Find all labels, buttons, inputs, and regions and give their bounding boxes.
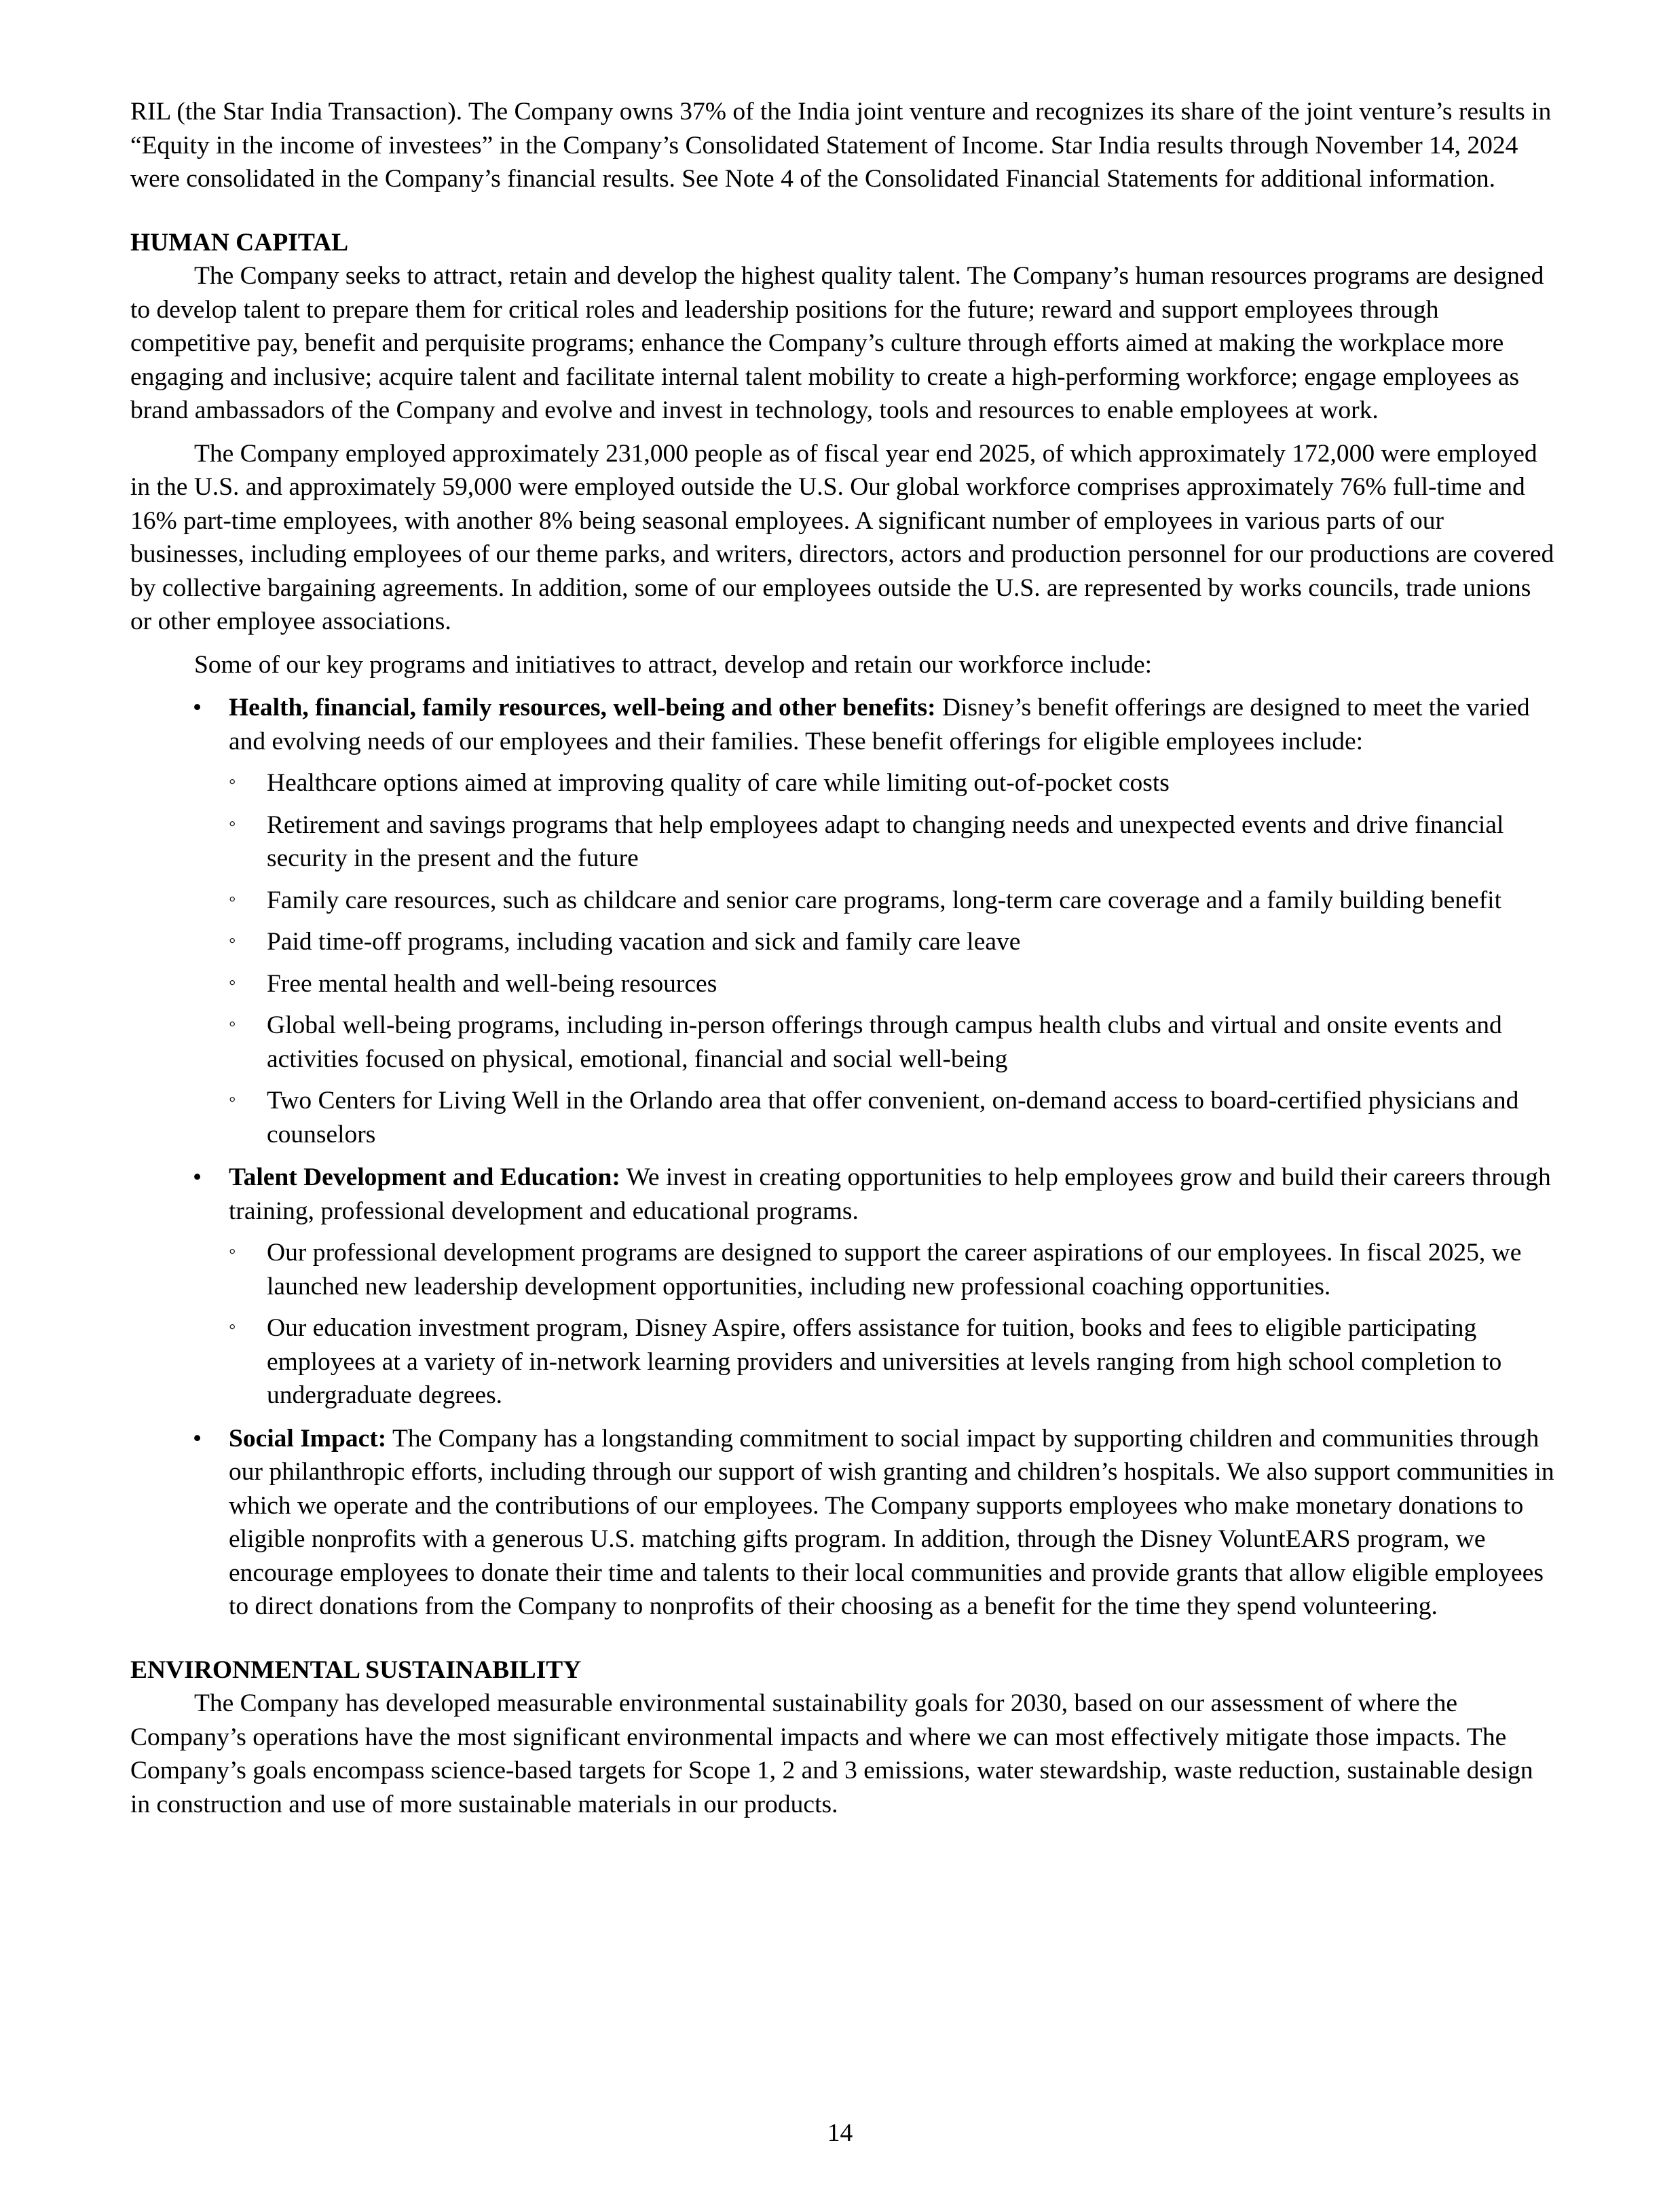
sub-list <box>229 766 1556 1151</box>
human-capital-paragraph-3: Some of our key programs and initiatives to attract, develop and retain our workforce include: <box>194 650 1153 679</box>
sub-list-item-text: Paid time-off programs, including vacation and sick and family care leave <box>267 928 1021 956</box>
list-item-text: Disney’s benefit offerings are designed to meet the varied and evolving needs of our employees and their families. These benefit offerings for eligible employees include: <box>229 694 1530 755</box>
bullet-icon: • <box>193 694 202 722</box>
circle-bullet-icon: ◦ <box>229 887 236 910</box>
sub-list <box>229 1236 1556 1412</box>
programs-list <box>130 691 1556 1624</box>
circle-bullet-icon: ◦ <box>229 1013 236 1035</box>
list-item-text: We invest in creating opportunities to help employees grow and build their careers through training, professional development and educational programs. <box>229 1163 1551 1225</box>
page-number: 14 <box>827 2119 853 2147</box>
sub-list-item <box>229 1009 1556 1076</box>
circle-bullet-icon: ◦ <box>229 1088 236 1110</box>
list-item-benefits <box>130 691 1556 1151</box>
human-capital-paragraph-1: The Company seeks to attract, retain and develop the highest quality talent. The Company’s human resources programs are designed to develop talent to prepare them for critical roles and leadership positions for the future; reward and support employees through competitive pay, benefit and perquisite programs; enhance the Company’s culture through efforts aimed at making the workplace more engaging and inclusive; acquire talent and facilitate internal talent mobility to create a high-performing workforce; engage employees as brand ambassadors of the Company and evolve and invest in technology, tools and resources to enable employees at work. <box>130 262 1544 424</box>
human-capital-paragraph-2: The Company employed approximately 231,000 people as of fiscal year end 2025, of which approximately 172,000 were employed in the U.S. and approximately 59,000 were employed outside the U.S. Our global workforce comprises approximately 76% full-time and 16% part-time employees, with another 8% being seasonal employees. A significant number of employees in various parts of our businesses, including employees of our theme parks, and writers, directors, actors and production personnel for our productions are covered by collective bargaining agreements. In addition, some of our employees outside the U.S. are represented by works councils, trade unions or other employee associations. <box>130 439 1554 635</box>
intro-paragraph: RIL (the Star India Transaction). The Company owns 37% of the India joint venture and recognizes its share of the joint venture’s results in “Equity in the income of investees” in the Company’s Consolidated Statement of Income. Star India results through November 14, 2024 were consolidated in the Company’s financial results. See Note 4 of the Consolidated Financial Statements for additional information. <box>130 98 1552 193</box>
circle-bullet-icon: ◦ <box>229 1315 236 1338</box>
sub-list-item-text: Global well-being programs, including in-person offerings through campus health clubs and virtual and onsite events and activities focused on physical, emotional, financial and social well-being <box>267 1011 1502 1073</box>
list-item-text: The Company has a longstanding commitment to social impact by supporting children and communities through our philanthropic efforts, including through our support of wish granting and children’s hospitals. We also support communities in which we operate and the contributions of our employees. The Company supports employees who make monetary donations to eligible nonprofits with a generous U.S. matching gifts program. In addition, through the Disney VoluntEARS program, we encourage employees to donate their time and talents to their local communities and provide grants that allow eligible employees to direct donations from the Company to nonprofits of their choosing as a benefit for the time they spend volunteering. <box>229 1424 1554 1620</box>
circle-bullet-icon: ◦ <box>229 770 236 793</box>
sub-list-item-text: Two Centers for Living Well in the Orlando area that offer convenient, on-demand access to board-certified physicians and counselors <box>267 1087 1519 1148</box>
circle-bullet-icon: ◦ <box>229 929 236 952</box>
sub-list-item-text: Free mental health and well-being resources <box>267 969 717 998</box>
list-item-social-impact <box>130 1422 1556 1624</box>
bullet-icon: • <box>193 1163 202 1191</box>
sub-list-item-text: Family care resources, such as childcare and senior care programs, long-term care coverage and a family building benefit <box>267 886 1502 914</box>
list-item-talent-development <box>130 1161 1556 1412</box>
sub-list-item <box>229 1236 1556 1303</box>
list-item-lead: Health, financial, family resources, well-being and other benefits: <box>229 694 936 722</box>
bullet-icon: • <box>193 1424 202 1453</box>
sub-list-item <box>229 766 1556 800</box>
section-heading-environmental-sustainability: ENVIRONMENTAL SUSTAINABILITY <box>130 1655 582 1684</box>
circle-bullet-icon: ◦ <box>229 1240 236 1262</box>
sub-list-item <box>229 1084 1556 1151</box>
sub-list-item-text: Our education investment program, Disney Aspire, offers assistance for tuition, books and fees to eligible participating employees at a variety of in-network learning providers and universities at levels ranging from high school completion to undergraduate degrees. <box>267 1314 1502 1409</box>
sub-list-item-text: Retirement and savings programs that help employees adapt to changing needs and unexpected events and drive financial security in the present and the future <box>267 810 1504 872</box>
section-heading-human-capital: HUMAN CAPITAL <box>130 228 349 257</box>
circle-bullet-icon: ◦ <box>229 812 236 835</box>
sub-list-item-text: Healthcare options aimed at improving quality of care while limiting out-of-pocket costs <box>267 769 1170 797</box>
environmental-paragraph: The Company has developed measurable environmental sustainability goals for 2030, based on our assessment of where the Company’s operations have the most significant environmental impacts and where we can most effectively mitigate those impacts. The Company’s goals encompass science-based targets for Scope 1, 2 and 3 emissions, water stewardship, waste reduction, sustainable design in construction and use of more sustainable materials in our products. <box>130 1689 1533 1818</box>
sub-list-item <box>229 967 1556 1001</box>
document-page <box>130 95 1556 1831</box>
sub-list-item <box>229 925 1556 959</box>
sub-list-item <box>229 884 1556 918</box>
circle-bullet-icon: ◦ <box>229 971 236 994</box>
sub-list-item <box>229 1311 1556 1412</box>
list-item-lead: Social Impact: <box>229 1424 387 1453</box>
sub-list-item <box>229 808 1556 876</box>
sub-list-item-text: Our professional development programs are designed to support the career aspirations of our employees. In fiscal 2025, we launched new leadership development opportunities, including new professional coaching opportunities. <box>267 1239 1522 1301</box>
list-item-lead: Talent Development and Education: <box>229 1163 620 1191</box>
